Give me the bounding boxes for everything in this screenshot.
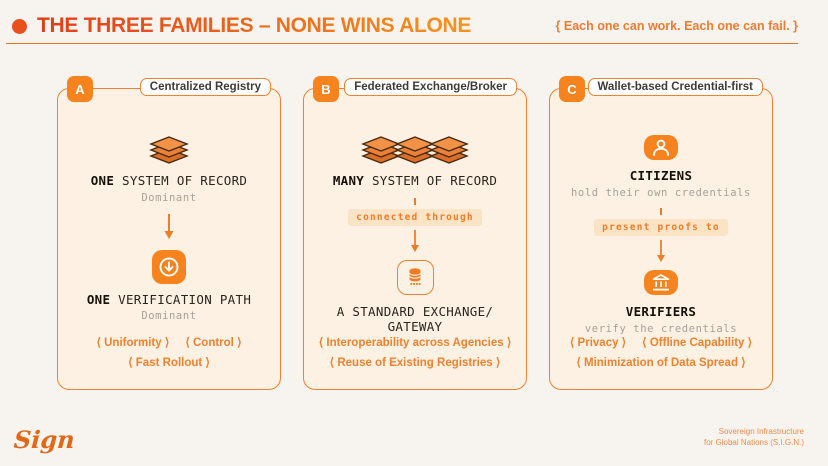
arrow-down-icon [654, 239, 668, 263]
node-title-emphasis: MANY [332, 173, 365, 188]
credit-line1: Sovereign Infrastructure [718, 427, 804, 437]
panel-c-label: Wallet-based Credential-first [588, 78, 764, 96]
tag: ⟨ Offline Capability ⟩ [642, 337, 753, 349]
sign-logo: Sign [12, 425, 76, 454]
node-title-emphasis: VERIFIERS [625, 304, 697, 320]
node-title-line1: A STANDARD EXCHANGE/ [336, 303, 494, 319]
node-title [337, 304, 494, 335]
node-title-emphasis: ONE [90, 173, 115, 188]
node-title-emphasis: CITIZENS [629, 168, 693, 184]
benefit-tags [558, 335, 764, 369]
panel-federated-exchange [303, 81, 527, 390]
connector-line [414, 198, 416, 205]
node-title [87, 292, 251, 308]
download-icon [157, 255, 181, 279]
footer-credit [704, 427, 804, 449]
citizens-icon-box [644, 135, 678, 160]
credit-line2: for Global Nations (S.I.G.N.) [703, 438, 804, 448]
arrow-down-icon [408, 229, 422, 253]
panel-wallet-credential [549, 81, 773, 390]
panel-b-body [304, 89, 526, 389]
panel-a-label: Centralized Registry [140, 78, 271, 96]
header [12, 12, 798, 40]
tag: ⟨ Uniformity ⟩ [96, 337, 170, 349]
tag: ⟨ Control ⟩ [185, 337, 242, 349]
database-icon [404, 266, 426, 288]
node-title [333, 173, 497, 189]
node-title-line2: GATEWAY [387, 319, 443, 335]
panel-b-badge: B [313, 76, 339, 102]
layers-icon [147, 135, 191, 165]
layers-icon [427, 135, 471, 165]
node-subtitle: verify the credentials [584, 323, 738, 335]
verifiers-icon-box [644, 270, 678, 295]
node-subtitle: Dominant [141, 310, 197, 323]
tag: ⟨ Fast Rollout ⟩ [128, 357, 210, 369]
panel-c-badge: C [559, 76, 585, 102]
gateway-icon-box [397, 260, 434, 295]
page-title: THE THREE FAMILIES – NONE WINS ALONE [37, 14, 472, 37]
node-title-text: VERIFICATION PATH [118, 291, 252, 307]
connector-line [660, 208, 662, 215]
connector [162, 213, 176, 240]
panel-a-body [58, 89, 280, 389]
bullet-dot-icon [12, 19, 27, 34]
node-title-emphasis: ONE [86, 291, 111, 307]
node-title-text: SYSTEM OF RECORD [122, 173, 248, 188]
header-tagline: { Each one can work. Each one can fail. } [555, 19, 798, 33]
arrow-down-icon [162, 213, 176, 240]
panel-a-badge: A [67, 76, 93, 102]
benefit-tags [312, 335, 518, 369]
panel-c-body [550, 89, 772, 389]
connector-label: connected through [348, 209, 482, 226]
node-title-text: SYSTEM OF RECORD [371, 173, 498, 188]
node-subtitle: Dominant [141, 191, 197, 204]
node-subtitle: hold their own credentials [571, 187, 751, 199]
connector-label: present proofs to [594, 219, 728, 236]
panel-b-label: Federated Exchange/Broker [344, 78, 517, 96]
panels-row [57, 81, 773, 390]
tag: ⟨ Reuse of Existing Registries ⟩ [329, 357, 501, 369]
header-divider [6, 43, 798, 44]
tag: ⟨ Minimization of Data Spread ⟩ [576, 357, 746, 369]
layers-x3-icon [364, 135, 466, 165]
tag: ⟨ Interoperability across Agencies ⟩ [318, 337, 512, 349]
node-title [91, 173, 248, 189]
connector [348, 198, 482, 253]
bank-icon [649, 271, 673, 295]
panel-centralized-registry [57, 81, 281, 390]
node-title [626, 304, 696, 320]
benefit-tags [66, 335, 272, 369]
node-title [630, 168, 693, 184]
connector [594, 208, 728, 263]
verification-icon-box [152, 250, 186, 284]
tag: ⟨ Privacy ⟩ [569, 337, 627, 349]
person-icon [649, 136, 673, 160]
